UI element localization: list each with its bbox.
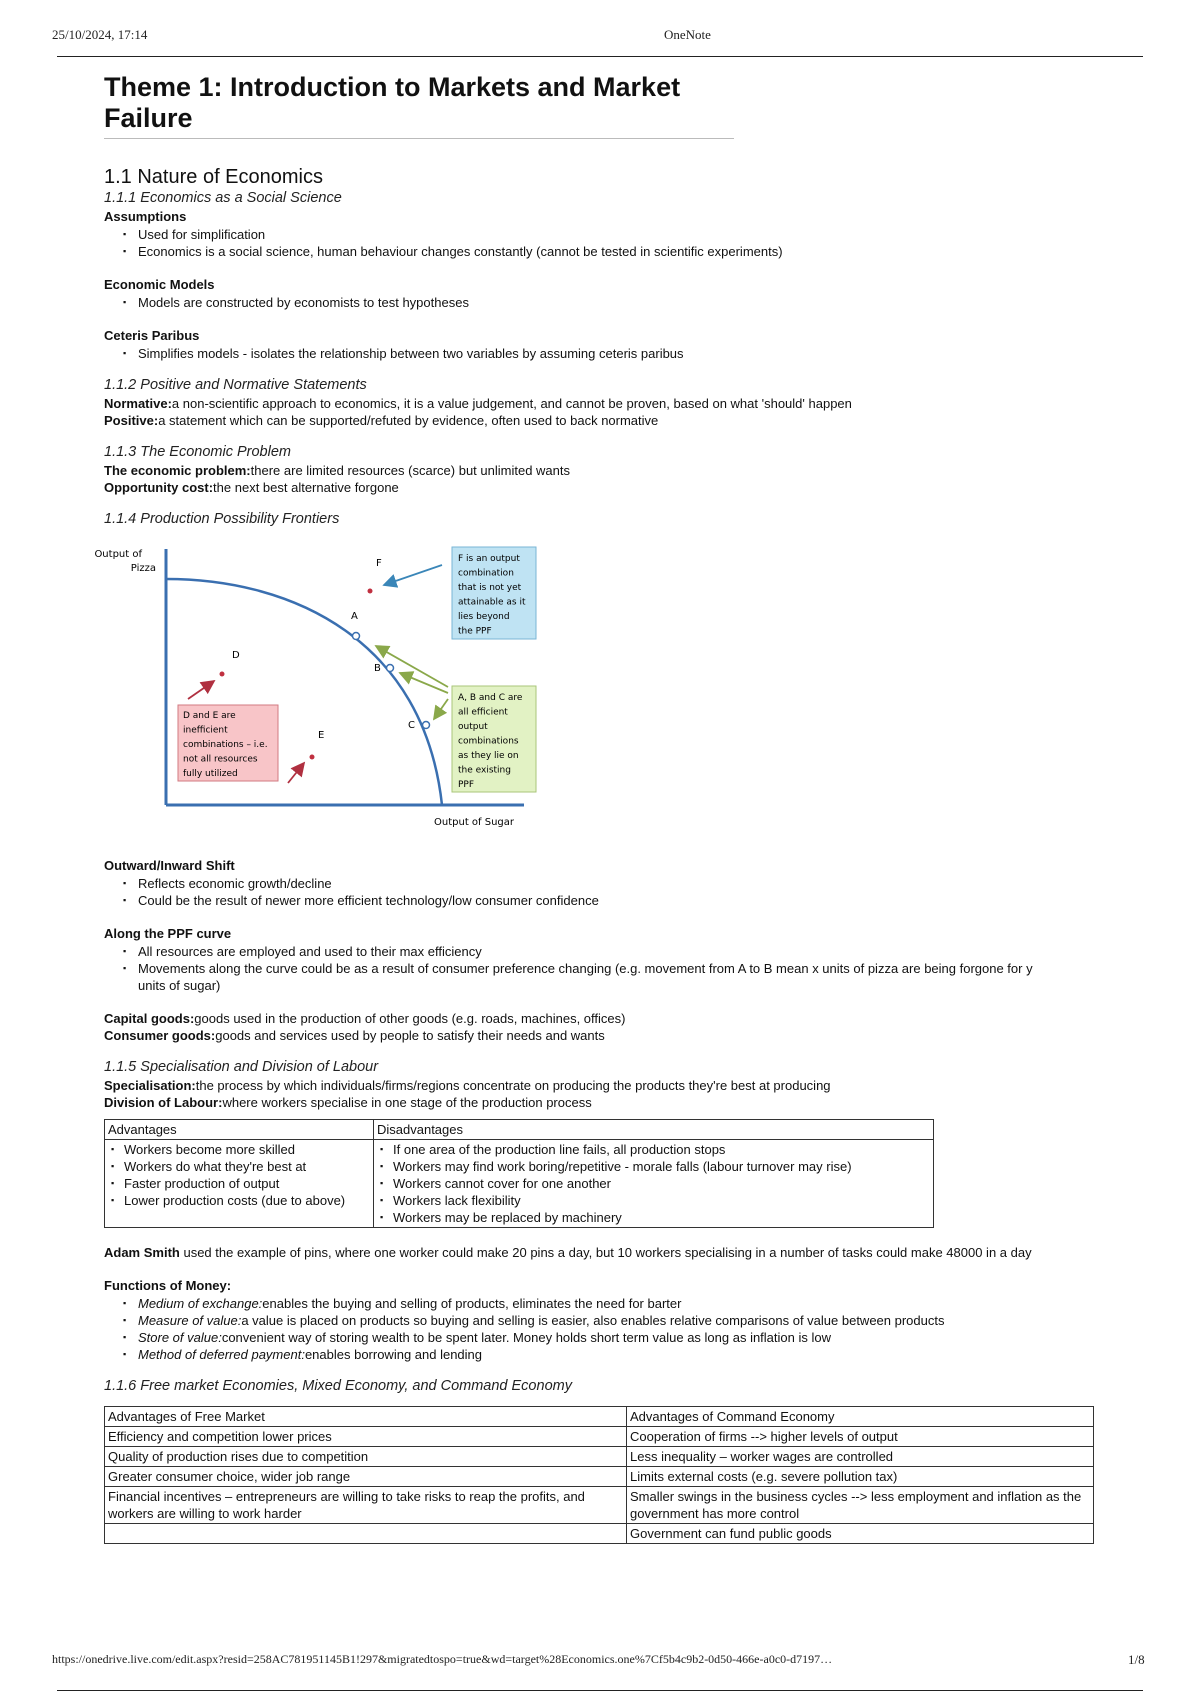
list-item [138, 1312, 1084, 1329]
capital-goods-term: Capital goods: [104, 1011, 195, 1026]
note-line: inefficient [183, 725, 228, 736]
money-text: a value is placed on products so buying and selling is easier, also enables relative comparisons of value between products [241, 1313, 945, 1328]
division-text: where workers specialise in one stage of the production process [222, 1095, 592, 1110]
money-functions-label: Functions of Money: [104, 1278, 232, 1293]
point-a-label: A [351, 611, 358, 622]
list-item: ▪ Economics is a social science, human behaviour changes constantly (cannot be tested in scientific experiments) [138, 243, 1084, 260]
list-item: ▪ All resources are employed and used to their max efficiency [138, 943, 1038, 960]
footer-rule [57, 1690, 1143, 1691]
subsection-heading-112: 1.1.2 Positive and Normative Statements [104, 377, 367, 393]
advantages-cell [105, 1140, 374, 1228]
y-axis-label-line2: Pizza [130, 563, 156, 574]
money-text: convenient way of storing wealth to be spent later. Money holds short term value as long as inflation is low [221, 1330, 831, 1345]
x-axis-label: Output of Sugar [434, 817, 515, 828]
list-item: ▪ Reflects economic growth/decline [138, 875, 1084, 892]
note-line: D and E are [183, 711, 236, 721]
division-definition [104, 1094, 1084, 1111]
money-term: Medium of exchange: [138, 1296, 263, 1311]
table-cell: Limits external costs (e.g. severe pollution tax) [627, 1467, 1094, 1487]
specialisation-text: the process by which individuals/firms/regions concentrate on producing the products they're best at producing [195, 1078, 831, 1093]
economy-comparison-table [104, 1406, 1094, 1544]
table-cell: Greater consumer choice, wider job range [105, 1467, 627, 1487]
section-heading: 1.1 Nature of Economics [104, 166, 323, 188]
normative-definition [104, 395, 1084, 412]
list-item: ▪ Workers become more skilled [124, 1141, 370, 1158]
specialisation-table [104, 1119, 934, 1228]
point-b-label: B [374, 663, 381, 674]
consumer-goods-term: Consumer goods: [104, 1028, 216, 1043]
table-cell: Quality of production rises due to competition [105, 1447, 627, 1467]
list-item: ▪ Workers may find work boring/repetitive - morale falls (labour turnover may rise) [393, 1158, 930, 1175]
point-d-label: D [232, 650, 240, 661]
subsection-heading-111: 1.1.1 Economics as a Social Science [104, 190, 342, 206]
page-title: Theme 1: Introduction to Markets and Market Failure [104, 72, 734, 139]
note-line: combination [458, 568, 514, 579]
arrow-to-e [288, 763, 304, 783]
assumptions-list [104, 226, 1084, 260]
list-item: ▪ Simplifies models - isolates the relationship between two variables by assuming ceteris paribus [138, 345, 1084, 362]
header-rule [57, 56, 1143, 57]
point-c-marker [423, 722, 430, 729]
subsection-heading-116: 1.1.6 Free market Economies, Mixed Economy, and Command Economy [104, 1378, 572, 1394]
shift-list [104, 875, 1084, 909]
note-line: combinations [458, 736, 519, 747]
opportunity-cost-text: the next best alternative forgone [213, 480, 399, 495]
along-list [104, 943, 1038, 994]
opportunity-cost-term: Opportunity cost: [104, 480, 214, 495]
adam-smith-paragraph [104, 1244, 1064, 1261]
list-item [138, 1295, 1084, 1312]
models-label: Economic Models [104, 277, 215, 292]
positive-term: Positive: [104, 413, 159, 428]
list-item: ▪ Faster production of output [124, 1175, 370, 1192]
subsection-heading-115: 1.1.5 Specialisation and Division of Labour [104, 1059, 379, 1075]
note-line: the existing [458, 765, 511, 776]
positive-text: a statement which can be supported/refuted by evidence, often used to back normative [158, 413, 659, 428]
ppf-svg [94, 541, 564, 851]
division-term: Division of Labour: [104, 1095, 223, 1110]
note-line: F is an output [458, 554, 520, 564]
print-datetime: 25/10/2024, 17:14 [52, 27, 148, 42]
positive-definition [104, 412, 1084, 429]
note-line: attainable as it [458, 597, 526, 608]
note-line: that is not yet [458, 583, 522, 593]
point-d-marker [220, 672, 225, 677]
capital-goods-definition [104, 1010, 1084, 1027]
list-item: ▪ If one area of the production line fails, all production stops [393, 1141, 930, 1158]
list-item: ▪ Used for simplification [138, 226, 1084, 243]
table-row [105, 1524, 1094, 1544]
note-line: the PPF [458, 626, 492, 637]
money-functions-list [104, 1295, 1084, 1363]
subsection-heading-114: 1.1.4 Production Possibility Frontiers [104, 511, 340, 527]
opportunity-cost-definition [104, 479, 1084, 496]
note-line: all efficient [458, 707, 508, 718]
table-cell: Financial incentives – entrepreneurs are willing to take risks to reap the profits, and workers are willing to work harder [105, 1487, 627, 1524]
note-line: fully utilized [183, 769, 238, 779]
table-cell: Efficiency and competition lower prices [105, 1427, 627, 1447]
table-row [105, 1467, 1094, 1487]
arrow-to-c [434, 699, 448, 719]
point-f-label: F [376, 558, 382, 569]
note-line: lies beyond [458, 612, 510, 622]
list-item: ▪ Workers do what they're best at [124, 1158, 370, 1175]
money-text: enables the buying and selling of products, eliminates the need for barter [262, 1296, 682, 1311]
table-cell: Government can fund public goods [627, 1524, 1094, 1544]
list-item [138, 1346, 1084, 1363]
money-term: Store of value: [138, 1330, 222, 1345]
advantages-header: Advantages [105, 1120, 374, 1140]
normative-text: a non-scientific approach to economics, it is a value judgement, and cannot be proven, based on what 'should' happen [171, 396, 852, 411]
free-market-header: Advantages of Free Market [105, 1407, 627, 1427]
table-row [105, 1487, 1094, 1524]
point-c-label: C [408, 720, 415, 731]
along-label: Along the PPF curve [104, 926, 232, 941]
list-item: ▪ Workers may be replaced by machinery [393, 1209, 930, 1226]
point-e-label: E [318, 730, 325, 741]
point-a-marker [353, 633, 360, 640]
table-header-row [105, 1120, 934, 1140]
list-item: ▪ Movements along the curve could be as a result of consumer preference changing (e.g. movement from A to B mean x units of pizza are being forgone for y units of sugar) [138, 960, 1038, 994]
note-line: not all resources [183, 754, 258, 765]
models-list [104, 294, 1084, 311]
note-line: A, B and C are [458, 693, 523, 703]
ppf-diagram [94, 541, 564, 851]
subsection-heading-113: 1.1.3 The Economic Problem [104, 444, 291, 460]
note-line: PPF [458, 780, 475, 790]
list-item: ▪ Could be the result of newer more efficient technology/low consumer confidence [138, 892, 1084, 909]
arrow-to-d [188, 681, 214, 699]
consumer-goods-text: goods and services used by people to satisfy their needs and wants [215, 1028, 605, 1043]
consumer-goods-definition [104, 1027, 1084, 1044]
table-cell: Cooperation of firms --> higher levels of output [627, 1427, 1094, 1447]
list-item: ▪ Workers lack flexibility [393, 1192, 930, 1209]
note-line: as they lie on [458, 751, 519, 761]
table-cell: Less inequality – worker wages are controlled [627, 1447, 1094, 1467]
capital-goods-text: goods used in the production of other goods (e.g. roads, machines, offices) [194, 1011, 626, 1026]
list-item: ▪ Models are constructed by economists to test hypotheses [138, 294, 1084, 311]
problem-term: The economic problem: [104, 463, 251, 478]
money-text: enables borrowing and lending [304, 1347, 483, 1362]
command-economy-header: Advantages of Command Economy [627, 1407, 1094, 1427]
problem-definition [104, 462, 1084, 479]
ceteris-label: Ceteris Paribus [104, 328, 200, 343]
y-axis-label-line1: Output of [94, 549, 142, 560]
source-url-link[interactable]: https://onedrive.live.com/edit.aspx?resid=258AC781951145B1!297&migratedtospo=true&wd=target%28Economics.one%7Cf5b4c9b2-0d50-466e-a0c0-d7197… [52, 1652, 833, 1666]
disadvantages-cell [374, 1140, 934, 1228]
note-line: output [458, 722, 488, 732]
point-f-marker [368, 589, 373, 594]
page-content [94, 72, 1084, 1544]
problem-text: there are limited resources (scarce) but unlimited wants [250, 463, 570, 478]
table-row [105, 1427, 1094, 1447]
print-app-name: OneNote [664, 27, 711, 42]
list-item [138, 1329, 1084, 1346]
list-item: ▪ Workers cannot cover for one another [393, 1175, 930, 1192]
disadvantages-header: Disadvantages [374, 1120, 934, 1140]
point-e-marker [310, 755, 315, 760]
specialisation-definition [104, 1077, 1084, 1094]
table-row [105, 1447, 1094, 1467]
table-header-row [105, 1407, 1094, 1427]
adam-smith-text: used the example of pins, where one worker could make 20 pins a day, but 10 workers specialising in a number of tasks could make 48000 in a day [183, 1245, 1032, 1260]
shift-label: Outward/Inward Shift [104, 858, 235, 873]
normative-term: Normative: [104, 396, 172, 411]
money-term: Method of deferred payment: [138, 1347, 305, 1362]
table-row [105, 1140, 934, 1228]
money-term: Measure of value: [138, 1313, 242, 1328]
arrow-to-f [384, 565, 442, 585]
page-number: 1/8 [1128, 1652, 1145, 1667]
specialisation-term: Specialisation: [104, 1078, 196, 1093]
assumptions-label: Assumptions [104, 209, 187, 224]
ceteris-list [104, 345, 1084, 362]
list-item: ▪ Lower production costs (due to above) [124, 1192, 370, 1209]
note-line: combinations – i.e. [183, 740, 268, 750]
point-b-marker [387, 665, 394, 672]
adam-smith-term: Adam Smith [104, 1245, 180, 1260]
table-cell: Smaller swings in the business cycles --> less employment and inflation as the government has more control [627, 1487, 1094, 1524]
table-cell [105, 1524, 627, 1544]
